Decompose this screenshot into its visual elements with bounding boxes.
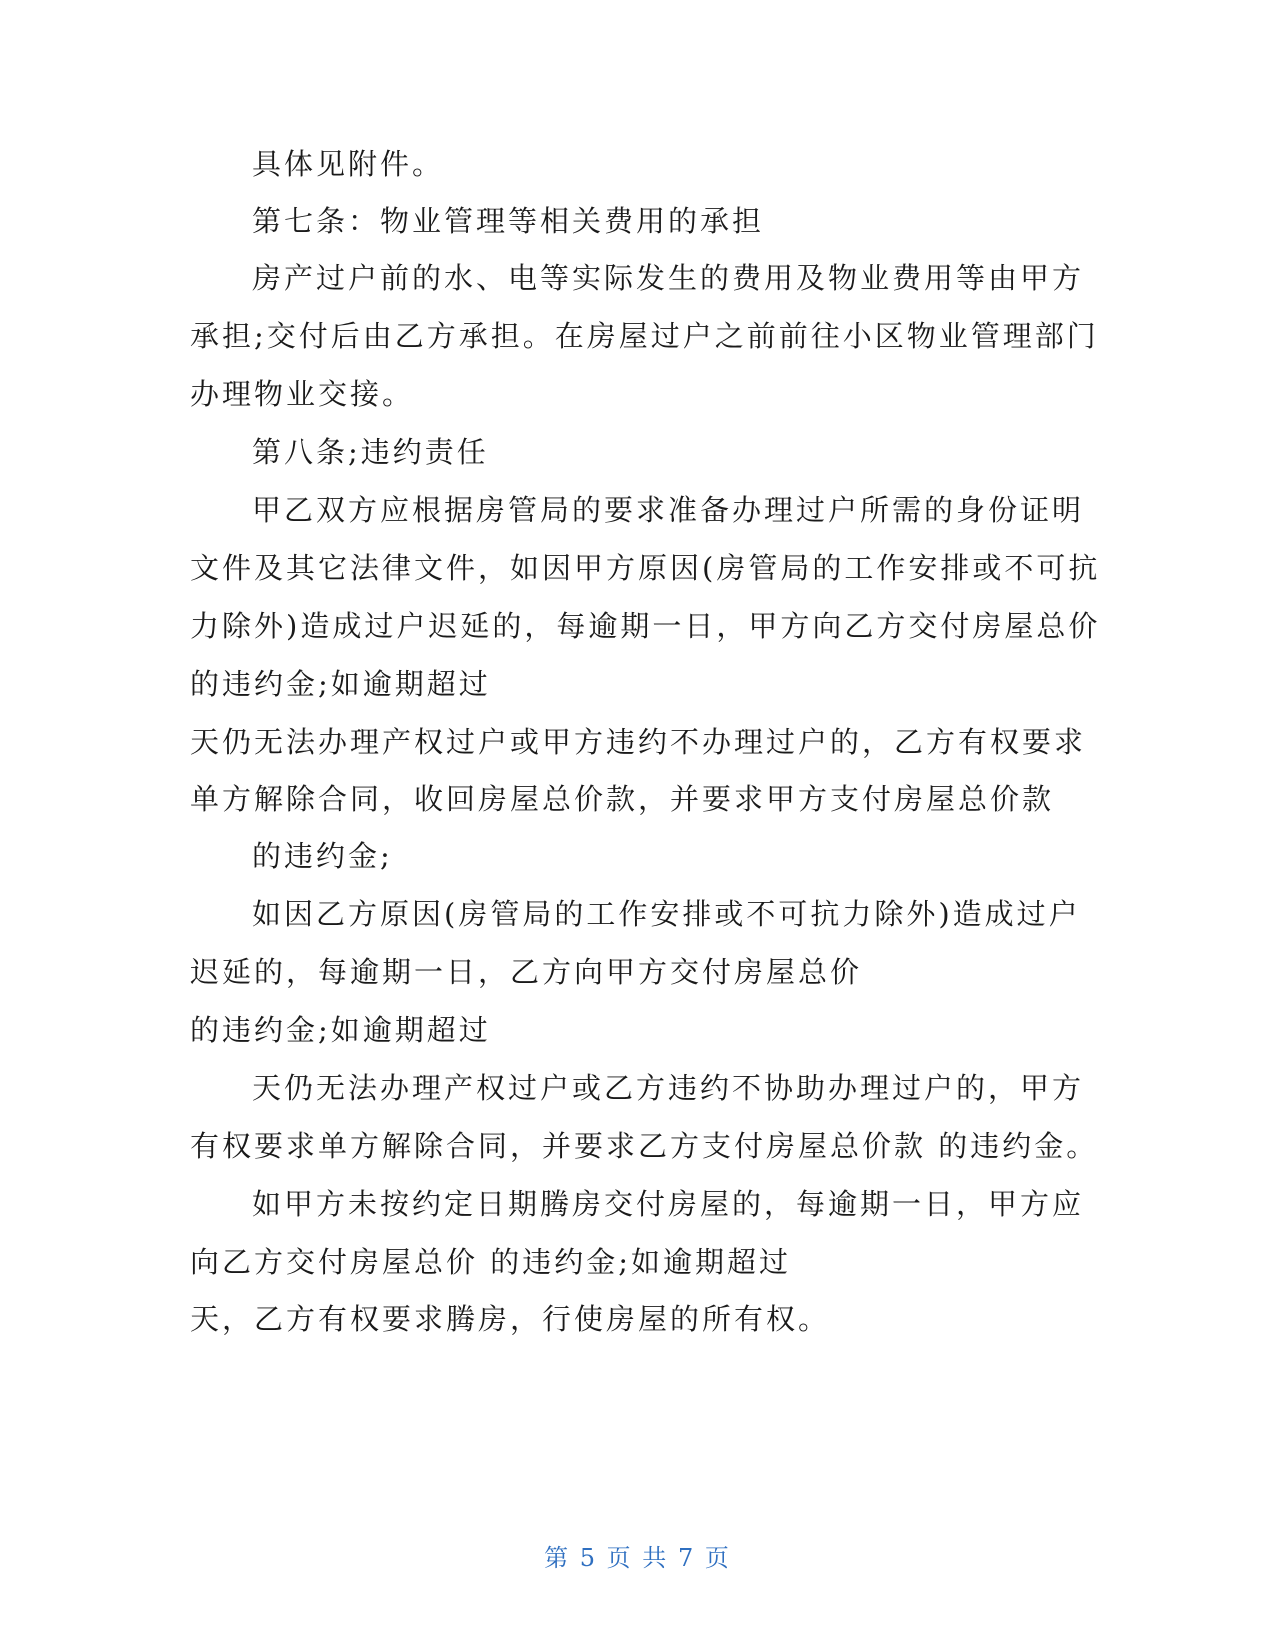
- text-line: 具体见附件。: [252, 147, 445, 181]
- text-line: 迟延的，每逾期一日，乙方向甲方交付房屋总价: [190, 955, 863, 989]
- article-heading: 第八条;违约责任: [252, 435, 489, 469]
- text-line: 如因乙方原因(房管局的工作安排或不可抗力除外)造成过户: [252, 897, 1081, 931]
- page-number-footer: 第 5 页 共 7 页: [544, 1544, 731, 1572]
- text-line: 文件及其它法律文件，如因甲方原因(房管局的工作安排或不可抗: [190, 551, 1101, 585]
- text-line: 力除外)造成过户迟延的，每逾期一日，甲方向乙方交付房屋总价: [190, 609, 1101, 643]
- text-line: 甲乙双方应根据房管局的要求准备办理过户所需的身份证明: [252, 493, 1085, 527]
- text-line: 房产过户前的水、电等实际发生的费用及物业费用等由甲方: [252, 261, 1085, 295]
- text-line: 的违约金;: [252, 839, 393, 873]
- article-heading: 第七条：物业管理等相关费用的承担: [252, 204, 765, 238]
- text-line: 天仍无法办理产权过户或乙方违约不协助办理过户的，甲方: [252, 1071, 1085, 1105]
- text-line: 有权要求单方解除合同，并要求乙方支付房屋总价款 的违约金。: [190, 1129, 1099, 1163]
- text-line: 承担;交付后由乙方承担。在房屋过户之前前往小区物业管理部门: [190, 319, 1099, 353]
- text-line: 单方解除合同，收回房屋总价款，并要求甲方支付房屋总价款: [190, 782, 1055, 816]
- text-line: 的违约金;如逾期超过: [190, 667, 491, 701]
- text-line: 如甲方未按约定日期腾房交付房屋的，每逾期一日，甲方应: [252, 1187, 1085, 1221]
- text-line: 办理物业交接。: [190, 377, 415, 411]
- text-line: 天仍无法办理产权过户或甲方违约不办理过户的，乙方有权要求: [190, 725, 1087, 759]
- text-line: 天，乙方有权要求腾房，行使房屋的所有权。: [190, 1302, 831, 1336]
- text-line: 的违约金;如逾期超过: [190, 1013, 491, 1047]
- text-line: 向乙方交付房屋总价 的违约金;如逾期超过: [190, 1245, 791, 1279]
